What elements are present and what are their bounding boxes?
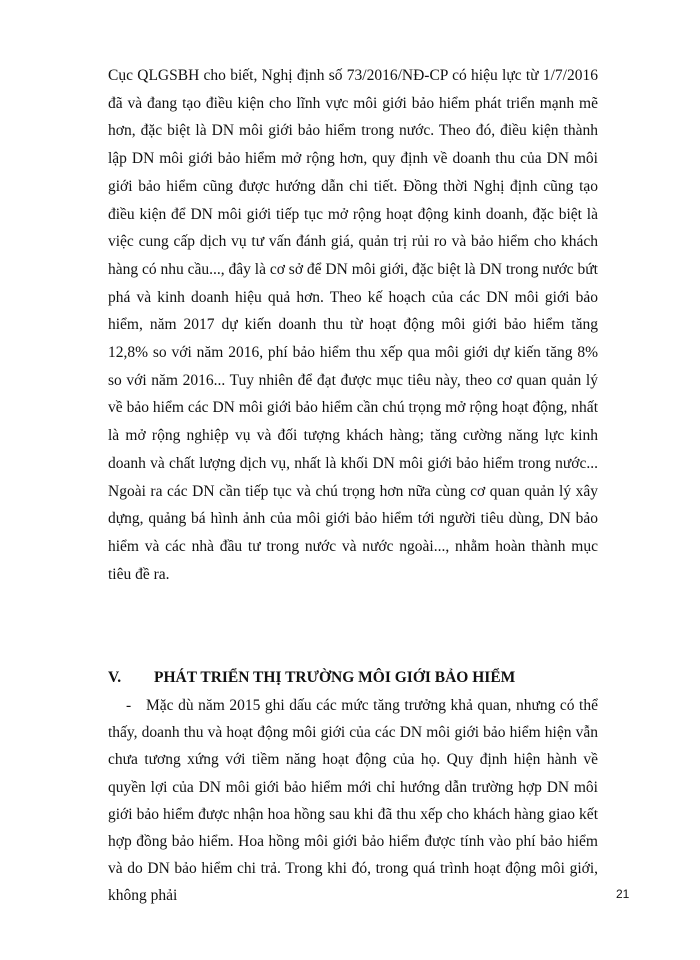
page-number: 21: [616, 887, 630, 901]
section-number: V.: [108, 669, 122, 686]
body-paragraph: Cục QLGSBH cho biết, Nghị định số 73/2016/NĐ-CP có hiệu lực từ 1/7/2016 đã và đang tạo điều kiện cho lĩnh vực môi giới bảo hiểm phát triển mạnh mẽ hơn, đặc biệt là DN môi giới bảo hiểm trong nước. Theo đó, điều kiện thành lập DN môi giới bảo hiểm mở rộng hơn, quy định về doanh thu của DN môi giới bảo hiểm cũng được hướng dẫn chi tiết. Đồng thời Nghị định cũng tạo điều kiện để DN môi giới tiếp tục mở rộng hoạt động kinh doanh, đặc biệt là việc cung cấp dịch vụ tư vấn đánh giá, quản trị rủi ro và bảo hiểm cho khách hàng có nhu cầu..., đây là cơ sở để DN môi giới, đặc biệt là DN trong nước bứt phá và kinh doanh hiệu quả hơn. Theo kế hoạch của các DN môi giới bảo hiểm, năm 2017 dự kiến doanh thu từ hoạt động môi giới bảo hiểm tăng 12,8% so với năm 2016, phí bảo hiểm thu xếp qua môi giới dự kiến tăng 8% so với năm 2016... Tuy nhiên để đạt được mục tiêu này, theo cơ quan quản lý về bảo hiểm các DN môi giới bảo hiểm cần chú trọng mở rộng hoạt động, nhất là mở rộng nghiệp vụ và đối tượng khách hàng; tăng cường năng lực kinh doanh và chất lượng dịch vụ, nhất là khối DN môi giới bảo hiểm trong nước... Ngoài ra các DN cần tiếp tục và chú trọng hơn nữa cùng cơ quan quản lý xây dựng, quảng bá hình ảnh của môi giới bảo hiểm tới người tiêu dùng, DN bảo hiểm và các nhà đầu tư trong nước và nước ngoài..., nhằm hoàn thành mục tiêu đề ra.: [108, 67, 598, 583]
section-heading: [108, 668, 598, 688]
bullet-paragraph-text: Mặc dù năm 2015 ghi dấu các mức tăng trưởng khả quan, nhưng có thể thấy, doanh thu và hoạt động môi giới của các DN môi giới bảo hiểm hiện vẫn chưa tương xứng với tiềm năng hoạt động của họ. Quy định hiện hành về quyền lợi của DN môi giới bảo hiểm mới chỉ hướng dẫn trường hợp DN môi giới bảo hiểm được nhận hoa hồng sau khi đã thu xếp cho khách hàng giao kết hợp đồng bảo hiểm. Hoa hồng môi giới bảo hiểm được tính vào phí bảo hiểm và do DN bảo hiểm chi trả. Trong khi đó, trong quá trình hoạt động môi giới, không phải: [108, 697, 598, 905]
bullet-dash: -: [126, 697, 132, 714]
bullet-paragraph: [108, 692, 598, 910]
section-title: PHÁT TRIỂN THỊ TRƯỜNG MÔI GIỚI BẢO HIỂM: [154, 669, 516, 686]
